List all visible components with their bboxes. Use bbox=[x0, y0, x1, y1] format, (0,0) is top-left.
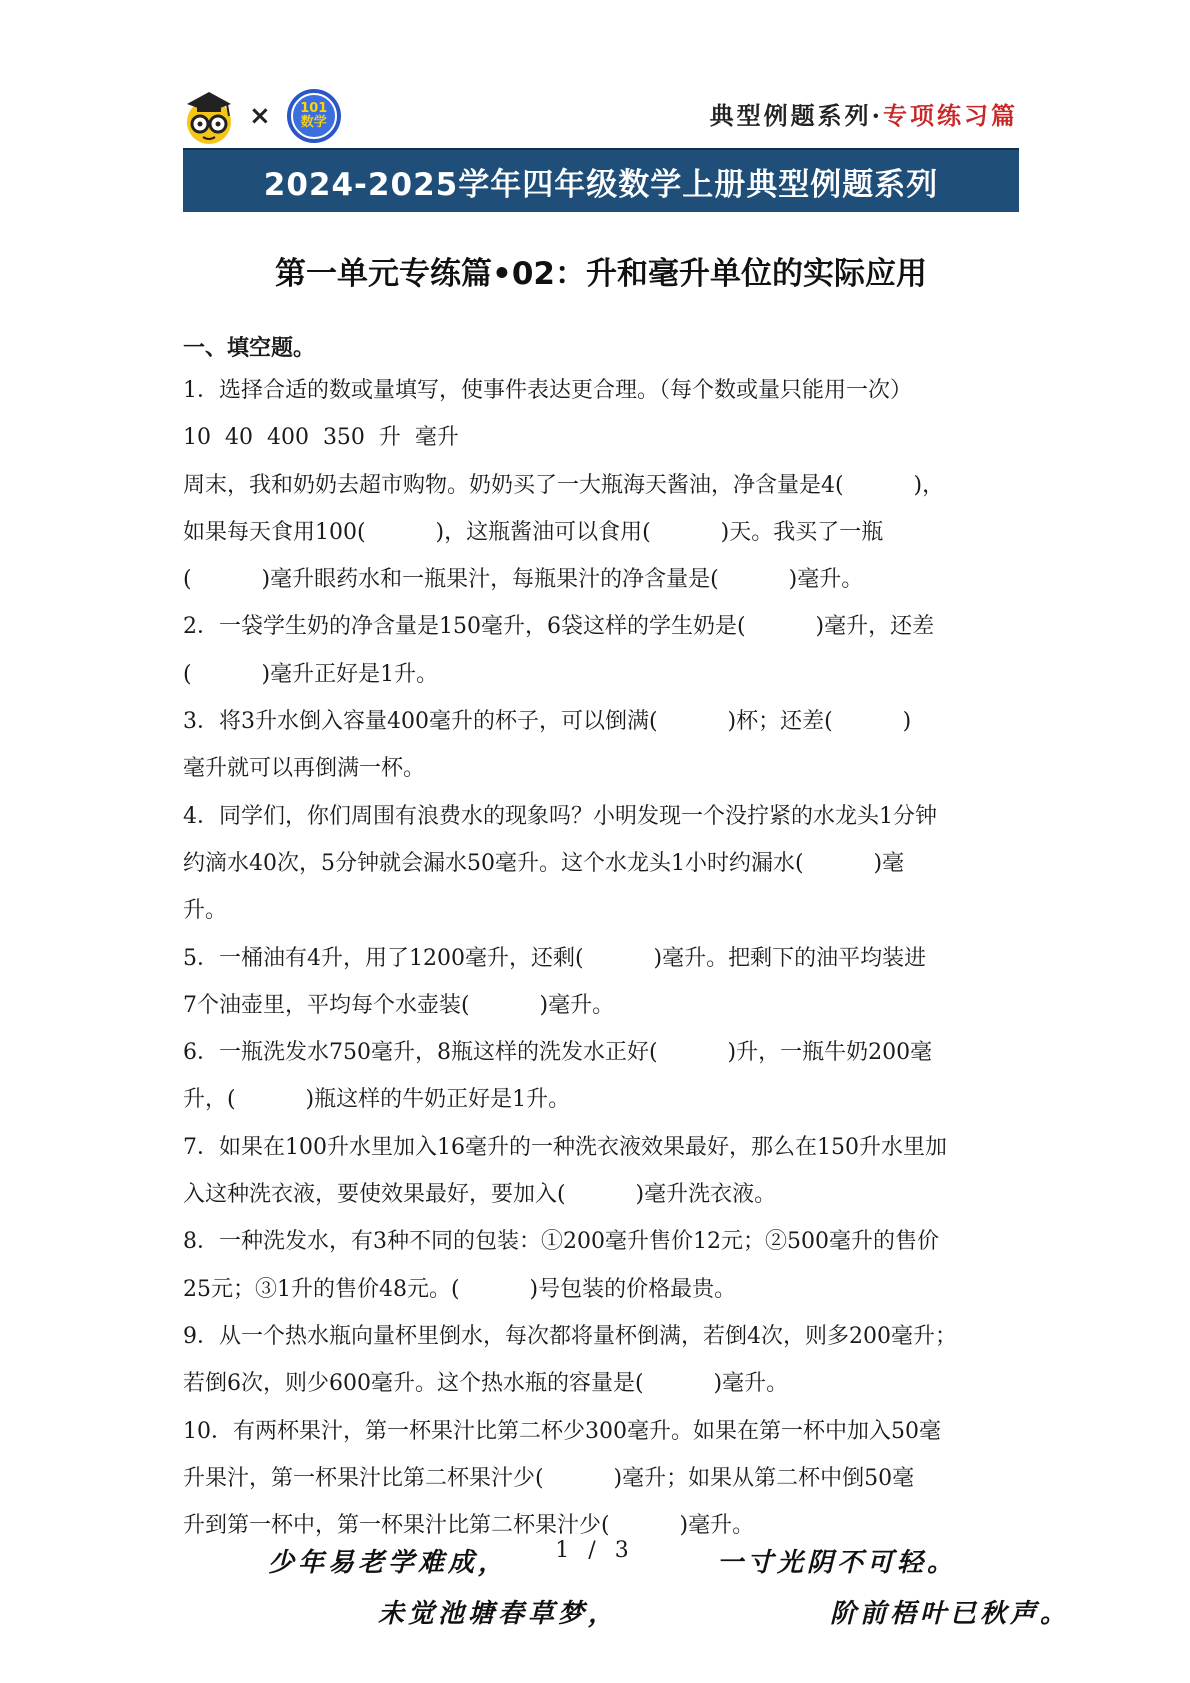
page-number: 1 / 3 bbox=[555, 1538, 635, 1563]
question-line: 4．同学们，你们周围有浪费水的现象吗？小明发现一个没拧紧的水龙头1分钟 bbox=[183, 803, 937, 829]
times-sign: × bbox=[249, 101, 271, 131]
series-label-part1: 典型例题系列· bbox=[709, 101, 883, 130]
question-line: 3．将3升水倒入容量400毫升的杯子，可以倒满( )杯；还差( ) bbox=[183, 709, 912, 735]
series-label bbox=[710, 96, 1018, 131]
question-list bbox=[183, 367, 1019, 1549]
question-line: 10．有两杯果汁，第一杯果汁比第二杯少300毫升。如果在第一杯中加入50毫 bbox=[183, 1418, 941, 1444]
question-line: 7个油壶里，平均每个水壶装( )毫升。 bbox=[183, 992, 615, 1018]
document-title: 第一单元专练篇•02：升和毫升单位的实际应用 bbox=[275, 256, 927, 292]
question-line: 7．如果在100升水里加入16毫升的一种洗衣液效果最好，那么在150升水里加 bbox=[183, 1134, 947, 1160]
question-line: 8．一种洗发水，有3种不同的包装：①200毫升售价12元；②500毫升的售价 bbox=[183, 1229, 939, 1255]
question-line: 周末，我和奶奶去超市购物。奶奶买了一大瓶海天酱油，净含量是4( )， bbox=[183, 472, 945, 498]
question-line: 如果每天食用100( )，这瓶酱油可以食用( )天。我买了一瓶 bbox=[183, 519, 884, 545]
question-line: 2．一袋学生奶的净含量是150毫升，6袋这样的学生奶是( )毫升，还差 bbox=[183, 614, 935, 640]
question-line: 10 40 400 350 升 毫升 bbox=[183, 425, 459, 451]
series-label-part2: 专项练习篇 bbox=[883, 101, 1018, 130]
footer-poem-line-3: 未觉池塘春草梦， bbox=[378, 1599, 619, 1629]
question-line: ( )毫升正好是1升。 bbox=[183, 661, 439, 687]
header-logos bbox=[183, 84, 343, 148]
footer-poem-line-1: 少年易老学难成， bbox=[268, 1548, 509, 1578]
logo-101-icon bbox=[285, 87, 343, 145]
question-line: 约滴水40次，5分钟就会漏水50毫升。这个水龙头1小时约漏水( )毫 bbox=[183, 850, 905, 876]
mascot-icon bbox=[183, 86, 235, 146]
question-line: 升，( )瓶这样的牛奶正好是1升。 bbox=[183, 1087, 571, 1113]
question-line: 入这种洗衣液，要使效果最好，要加入( )毫升洗衣液。 bbox=[183, 1182, 777, 1208]
question-line: 毫升就可以再倒满一杯。 bbox=[183, 756, 426, 782]
question-line: 升果汁，第一杯果汁比第二杯果汁少( )毫升；如果从第二杯中倒50毫 bbox=[183, 1465, 915, 1491]
question-line: 5．一桶油有4升，用了1200毫升，还剩( )毫升。把剩下的油平均装进 bbox=[183, 945, 927, 971]
question-line: 9．从一个热水瓶向量杯里倒水，每次都将量杯倒满，若倒4次，则多200毫升； bbox=[183, 1323, 957, 1349]
question-line: 升到第一杯中，第一杯果汁比第二杯果汁少( )毫升。 bbox=[183, 1513, 755, 1539]
header-banner: 2024-2025学年四年级数学上册典型例题系列 bbox=[183, 148, 1019, 212]
footer-poem-line-2: 一寸光阴不可轻。 bbox=[717, 1548, 958, 1578]
question-line: ( )毫升眼药水和一瓶果汁，每瓶果汁的净含量是( )毫升。 bbox=[183, 567, 864, 593]
section-heading: 一、填空题。 bbox=[183, 336, 316, 361]
question-line: 升。 bbox=[183, 898, 228, 924]
question-line: 1．选择合适的数或量填写，使事件表达更合理。（每个数或量只能用一次） bbox=[183, 378, 912, 403]
footer-poem-line-4: 阶前梧叶已秋声。 bbox=[830, 1599, 1071, 1629]
question-line: 若倒6次，则少600毫升。这个热水瓶的容量是( )毫升。 bbox=[183, 1371, 789, 1397]
logo-101-text: 101数学 bbox=[300, 101, 328, 130]
question-line: 6．一瓶洗发水750毫升，8瓶这样的洗发水正好( )升，一瓶牛奶200毫 bbox=[183, 1040, 933, 1066]
question-line: 25元；③1升的售价48元。( )号包装的价格最贵。 bbox=[183, 1276, 737, 1302]
